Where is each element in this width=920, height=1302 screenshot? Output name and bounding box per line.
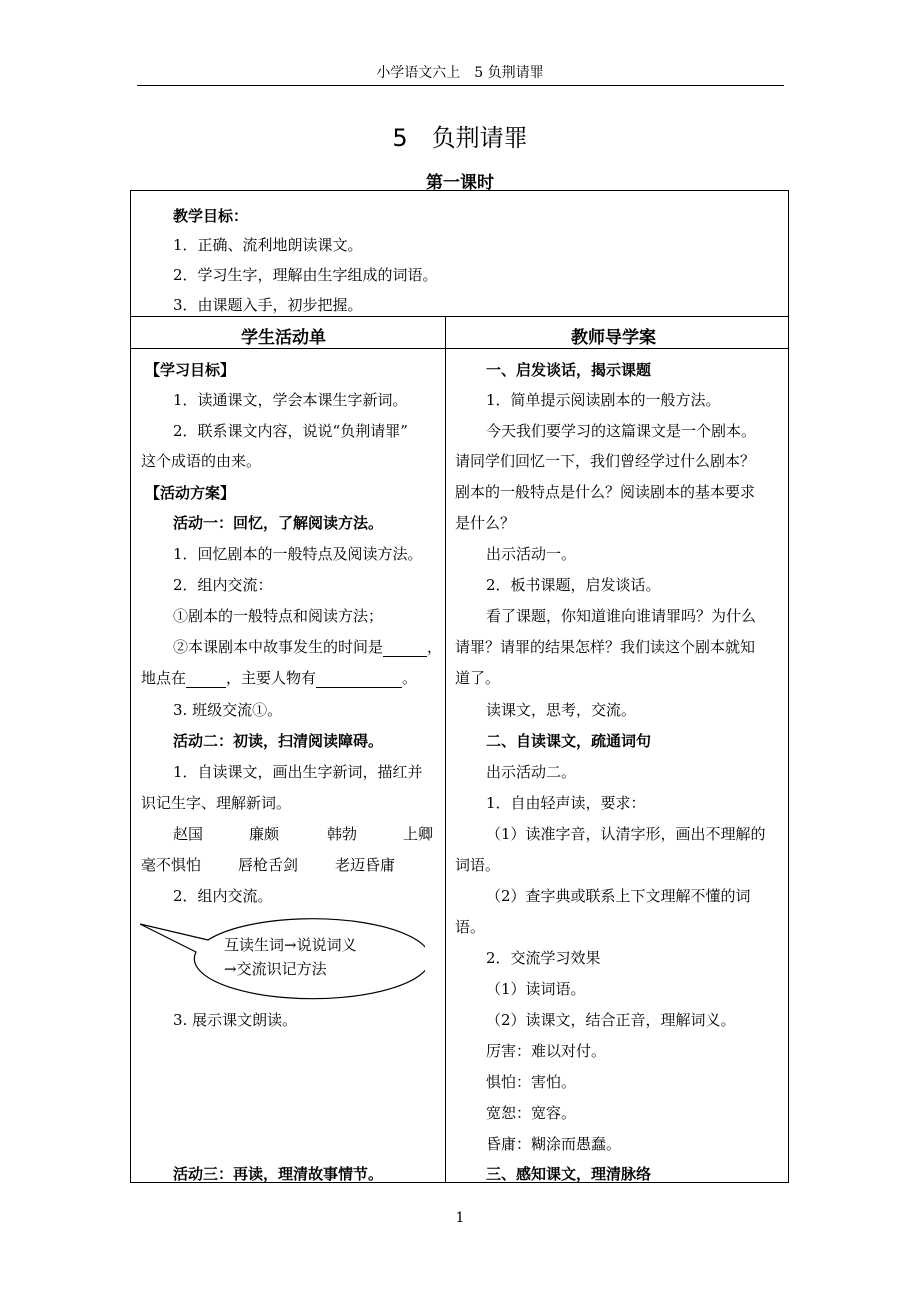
vocab-word: 廉颇 bbox=[249, 825, 280, 843]
guide-step: 读课文，思考，交流。 bbox=[486, 701, 637, 719]
guide-paragraph: 道了。 bbox=[455, 669, 501, 687]
guide-substep: （2）读课文，结合正音，理解词义。 bbox=[486, 1011, 736, 1029]
activity-step: 1．回忆剧本的一般特点及阅读方法。 bbox=[173, 545, 423, 563]
header-rule bbox=[137, 85, 784, 86]
guide-requirement-continued: 语。 bbox=[455, 918, 486, 936]
guide-step: 1．简单提示阅读剧本的一般方法。 bbox=[486, 391, 721, 409]
right-column-header: 教师导学案 bbox=[571, 328, 656, 348]
guide-step: 出示活动二。 bbox=[486, 763, 577, 781]
bubble-line: →交流识记方法 bbox=[224, 960, 327, 978]
activity-substep-time bbox=[173, 636, 442, 657]
section-two-heading: 二、自读课文，疏通词句 bbox=[486, 732, 652, 750]
goal-item: 2．学习生字，理解由生字组成的词语。 bbox=[173, 266, 438, 284]
left-column-header: 学生活动单 bbox=[241, 328, 326, 348]
vocab-word: 韩勃 bbox=[327, 825, 358, 843]
guide-step: 2．交流学习效果 bbox=[486, 949, 601, 967]
activity-step: 2．组内交流。 bbox=[173, 887, 273, 905]
learning-goal-continued: 这个成语的由来。 bbox=[141, 452, 262, 470]
activity-step: 3. 展示课文朗读。 bbox=[173, 1011, 298, 1029]
word-definition: 昏庸：糊涂而愚蠢。 bbox=[486, 1135, 622, 1153]
learning-goals-heading: 【学习目标】 bbox=[145, 361, 236, 379]
comma: ， bbox=[427, 638, 443, 656]
lesson-subtitle: 第一课时 bbox=[426, 173, 494, 193]
section-one-heading: 一、启发谈话，揭示课题 bbox=[486, 361, 652, 379]
vocab-word: 赵国 bbox=[173, 825, 204, 843]
guide-requirement: （2）查字典或联系上下文理解不懂的词 bbox=[486, 887, 751, 905]
speech-bubble bbox=[140, 918, 425, 1022]
lesson-title: 5 负荆请罪 bbox=[392, 124, 528, 152]
place-prompt: 地点在 bbox=[141, 669, 187, 687]
activity-step: 3. 班级交流①。 bbox=[173, 701, 283, 719]
activity-substep-place bbox=[141, 667, 417, 688]
vocab-word: 唇枪舌剑 bbox=[238, 856, 299, 874]
guide-step: 1．自由轻声读，要求： bbox=[486, 794, 646, 812]
word-definition: 宽恕：宽容。 bbox=[486, 1104, 577, 1122]
word-definition: 惧怕：害怕。 bbox=[486, 1073, 577, 1091]
activity-step-continued: 识记生字、理解新词。 bbox=[141, 794, 292, 812]
learning-goal: 1．读通课文，学会本课生字新词。 bbox=[173, 391, 408, 409]
goals-heading: 教学目标： bbox=[173, 207, 249, 225]
guide-paragraph: 请罪？请罪的结果怎样？我们读这个剧本就知 bbox=[455, 638, 756, 656]
time-blank bbox=[383, 656, 427, 657]
vocab-word: 毫不惧怕 bbox=[141, 856, 202, 874]
guide-paragraph: 是什么？ bbox=[455, 514, 516, 532]
place-blank bbox=[186, 687, 226, 688]
word-definition: 厉害：难以对付。 bbox=[486, 1042, 607, 1060]
goal-item: 3．由课题入手，初步把握。 bbox=[173, 296, 363, 314]
characters-prompt: ，主要人物有 bbox=[226, 669, 317, 687]
page-number: 1 bbox=[455, 1210, 465, 1226]
period: 。 bbox=[402, 669, 418, 687]
guide-step: 出示活动一。 bbox=[486, 545, 577, 563]
activity-plan-heading: 【活动方案】 bbox=[145, 484, 236, 502]
guide-paragraph: 今天我们要学习的这篇课文是一个剧本。 bbox=[486, 422, 757, 440]
activity-step: 1．自读课文，画出生字新词，描红并 bbox=[173, 763, 423, 781]
activity-two-heading: 活动二：初读，扫清阅读障碍。 bbox=[173, 732, 384, 750]
guide-requirement-continued: 词语。 bbox=[455, 856, 501, 874]
guide-substep: （1）读词语。 bbox=[486, 980, 586, 998]
bubble-line: 互读生词→说说词义 bbox=[224, 936, 357, 954]
activity-three-heading: 活动三：再读，理清故事情节。 bbox=[173, 1165, 384, 1183]
activity-one-heading: 活动一：回忆，了解阅读方法。 bbox=[173, 514, 384, 532]
guide-paragraph: 请同学们回忆一下，我们曾经学过什么剧本？ bbox=[455, 452, 756, 470]
guide-requirement: （1）读准字音，认清字形，画出不理解的 bbox=[486, 825, 766, 843]
vocab-word: 上卿 bbox=[403, 825, 434, 843]
column-header-row bbox=[130, 316, 789, 349]
column-divider bbox=[445, 349, 446, 1182]
vocab-word: 老迈昏庸 bbox=[335, 856, 396, 874]
column-divider bbox=[445, 317, 446, 348]
activity-substep: ①剧本的一般特点和阅读方法； bbox=[173, 607, 384, 625]
page-header: 小学语文六上 5 负荆请罪 bbox=[376, 65, 544, 81]
activity-step: 2．组内交流： bbox=[173, 576, 273, 594]
section-three-heading: 三、感知课文，理清脉络 bbox=[486, 1165, 652, 1183]
teaching-goals-box bbox=[130, 190, 789, 317]
guide-paragraph: 剧本的一般特点是什么？阅读剧本的基本要求 bbox=[455, 483, 756, 501]
goal-item: 1．正确、流利地朗读课文。 bbox=[173, 236, 363, 254]
guide-step: 2．板书课题，启发谈话。 bbox=[486, 576, 661, 594]
guide-paragraph: 看了课题，你知道谁向谁请罪吗？为什么 bbox=[486, 607, 757, 625]
main-table-body bbox=[130, 348, 789, 1183]
characters-blank bbox=[316, 687, 402, 688]
time-prompt: ②本课剧本中故事发生的时间是 bbox=[173, 638, 384, 656]
learning-goal: 2．联系课文内容，说说“负荆请罪” bbox=[173, 422, 408, 440]
